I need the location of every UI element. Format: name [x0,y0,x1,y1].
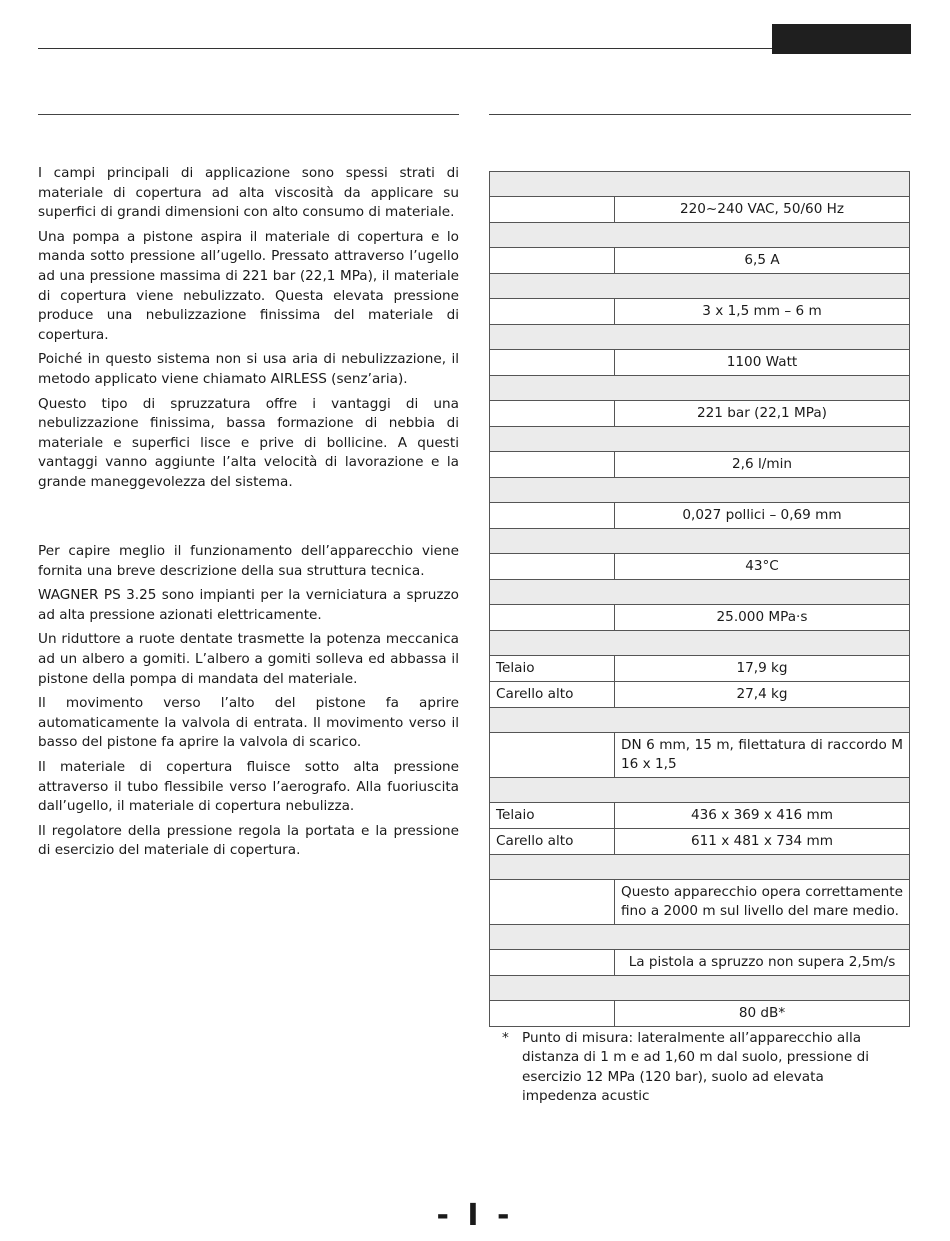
table-row [489,349,910,375]
table-row [489,732,910,777]
power-value: 1100 Watt [726,354,798,370]
table-header-row [489,854,910,879]
table-header-row [489,375,910,400]
table-header-row [489,273,910,298]
table-row [489,681,910,707]
paragraph: Un riduttore a ruote dentate trasmette la potenza meccanica ad un albero a gomiti. L’albero a gomiti solleva ed abbassa il pistone della pompa di mandata del materiale. [38,631,459,687]
table-header-row [489,579,910,604]
table-header-row [489,324,910,349]
paragraph: Il movimento verso l’alto del pistone fa aprire automaticamente la valvola di entrata. Il movimento verso il basso del pistone fa aprire la valvola di scarico. [38,695,459,751]
right-section-rule [489,114,911,115]
nozzle-value: 0,027 pollici – 0,69 mm [682,507,842,523]
table-header-row [489,426,910,451]
table-row [489,196,910,222]
table-row [489,949,910,975]
header-rule [38,48,772,49]
paragraph: WAGNER PS 3.25 sono impianti per la verniciatura a spruzzo ad alta pressione azionati elettricamente. [38,587,459,623]
flow-value: 2,6 l/min [732,456,792,472]
dim-frame-value: 436 x 369 x 416 mm [690,807,834,823]
table-row [489,802,910,828]
table-row [489,604,910,630]
page-number: - I - [436,1198,514,1233]
weight-cart-value: 27,4 kg [736,686,788,702]
speed-value: La pistola a spruzzo non supera 2,5m/s [628,954,896,970]
header-language-tab [772,24,911,54]
paragraph: Poiché in questo sistema non si usa aria di nebulizzazione, il metodo applicato viene chiamato AIRLESS (senz’aria). [38,351,459,387]
viscosity-value: 25.000 MPa·s [716,609,808,625]
spec-table [489,171,910,1027]
table-header-row [489,222,910,247]
footnote [502,1029,902,1107]
weight-cart-label: Carello alto [490,682,615,707]
table-header-row [489,477,910,502]
dim-frame-label: Telaio [490,803,615,828]
paragraph: Il regolatore della pressione regola la portata e la pressione di esercizio del materiale di copertura. [38,822,459,859]
footnote-text: Punto di misura: lateralmente all’apparecchio alla distanza di 1 m e ad 1,60 m dal suolo, pressione di esercizio 12 MPa (120 bar), suolo ad elevata impedenza acustic [522,1030,869,1105]
table-header-row [489,528,910,553]
pressure-value: 221 bar (22,1 MPa) [697,405,827,421]
function-section [38,542,459,866]
paragraph: I campi principali di applicazione sono spessi strati di materiale di copertura ad alta viscosità da applicare su superfici di grandi dimensioni con alto consumo di materiale. [38,165,459,221]
hose-value: DN 6 mm, 15 m, filettatura di raccordo M 16 x 1,5 [621,737,903,772]
table-row [489,1000,910,1026]
current-value: 6,5 A [744,252,780,268]
table-row [489,879,910,924]
table-row [489,553,910,579]
temperature-value: 43°C [745,558,779,574]
dim-cart-label: Carello alto [490,829,615,854]
footnote-marker: * [502,1030,509,1046]
paragraph: Questo tipo di spruzzatura offre i vantaggi di una nebulizzazione finissima, bassa formazione di nebbia di materiale e superfici lisce e prive di bollicine. A questi vantaggi vanno aggiunte l’alta velocità di lavorazione e la grande maneggevolezza del sistema. [38,395,459,490]
altitude-value: Questo apparecchio opera correttamente fino a 2000 m sul livello del mare medio. [621,884,903,919]
table-row [489,502,910,528]
left-section-rule [38,114,459,115]
paragraph: Una pompa a pistone aspira il materiale di copertura e lo manda sotto pressione all’ugello. Pressato attraverso l’ugello ad una pressione massima di 221 bar (22,1 MPa), il materiale di copertura viene nebulizzato. Questa elevata pressione produce una nebulizzazione finissima del materiale di copertura. [38,228,459,343]
paragraph: Per capire meglio il funzionamento dell’apparecchio viene fornita una breve descrizione della sua struttura tecnica. [38,543,459,579]
table-row [489,655,910,681]
dim-cart-value: 611 x 481 x 734 mm [690,833,834,849]
table-header-row [489,171,910,196]
weight-frame-label: Telaio [490,656,615,681]
table-header-row [489,707,910,732]
cable-value: 3 x 1,5 mm – 6 m [702,303,822,319]
table-header-row [489,630,910,655]
voltage-value: 220~240 VAC, 50/60 Hz [679,201,845,217]
table-row [489,298,910,324]
table-row [489,451,910,477]
application-section [38,164,459,498]
noise-value: 80 dB* [738,1005,786,1021]
table-header-row [489,777,910,802]
table-header-row [489,924,910,949]
table-row [489,828,910,854]
table-header-row [489,975,910,1000]
paragraph: Il materiale di copertura fluisce sotto alta pressione attraverso il tubo flessibile verso l’aerografo. Alla fuoriuscita dall’ugello, il materiale di copertura nebulizza. [38,758,459,815]
table-row [489,400,910,426]
weight-frame-value: 17,9 kg [736,660,788,676]
table-row [489,247,910,273]
